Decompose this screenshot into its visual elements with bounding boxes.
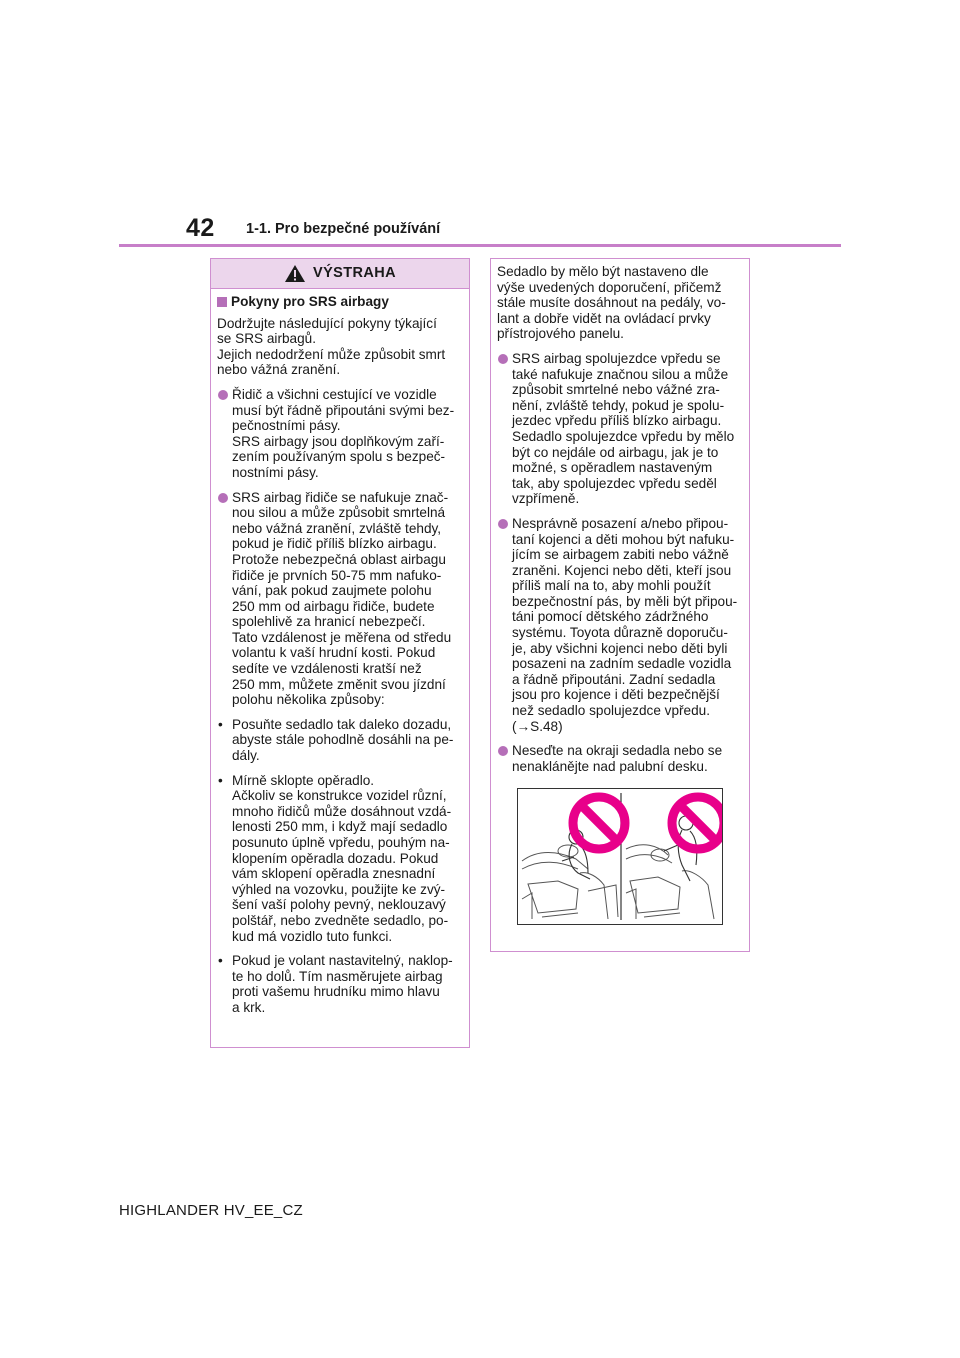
bullet-text: Řidič a všichni cestující ve vozidle musí být řádně připoutáni svými bez- pečnostními pásy. SRS airbagy jsou doplňkovým zaří- zením používaným spolu s bezpeč- nostními pásy. (232, 386, 455, 480)
warning-header (211, 259, 469, 289)
warning-box-right (490, 258, 750, 952)
warning-content-right (491, 259, 749, 925)
header-rule (119, 244, 841, 247)
bullet-text: Neseďte na okraji sedadla nebo se nenaklánějte nad palubní desku. (512, 743, 723, 774)
sub-item-text: Pokud je volant nastavitelný, naklop- te ho dolů. Tím nasměrujete airbag proti vašemu hrudníku mimo hlavu a krk. (232, 953, 453, 1015)
list-item (217, 490, 463, 708)
subheading-text: Pokyny pro SRS airbagy (231, 294, 389, 309)
continued-paragraph: Sedadlo by mělo být nastaveno dle výše uvedených doporučení, přičemž stále musíte dosáhnout na pedály, vo- lant a dobře vidět na ovládací prvky přístrojového panelu. (497, 264, 726, 342)
sub-list-item (217, 773, 463, 945)
bullet-text: Nesprávně posazení a/nebo připou- taní kojenci a děti mohou být nafuku- jícím se airbagem zabiti nebo vážně zraněni. Kojenci nebo děti, kteří jsou příliš malí na to, aby mohli použít bezpečnostní pás, by měli být připou- táni pomocí dětského zádržného systému. Toyota důrazně doporuču- je, aby všichni kojenci nebo děti byli posazeni na zadním sedadle vozidla a řádně připoutáni. Zadní sedadla jsou pro kojence i děti bezpečnější než sedadlo spolujezdce vpředu. (→S.48) (512, 515, 738, 734)
page-number: 42 (186, 214, 215, 242)
list-item (497, 516, 743, 734)
list-item (217, 387, 463, 481)
prohibition-icon (573, 797, 625, 849)
list-item (497, 351, 743, 507)
warning-triangle-icon (284, 264, 306, 283)
bullet-text: SRS airbag řidiče se nafukuje znač- nou silou a může způsobit smrtelná nebo vážná zranění, zvláště tehdy, pokud je řidič příliš blízko airbagu. Protože nebezpečná oblast airbagu řidiče je prvních 50-75 mm nafuko- vání, pak pokud zaujmete polohu 250 mm od airbagu řidiče, budete spolehlivě za hranicí nebezpečí. Tato vzdálenost je měřena od středu volantu k vaší hrudní kosti. Pokud sedíte ve vzdálenosti kratší než 250 mm, můžete změnit svou jízdní polohu několika způsoby: (232, 489, 452, 708)
warning-title: VÝSTRAHA (313, 264, 396, 281)
warning-subheading (217, 294, 463, 310)
sub-item-text: Mírně sklopte opěradlo. Ačkoliv se konstrukce vozidel různí, mnoho řidičů může dosáhnout vzdá- lenosti 250 mm, i když mají sedadlo posunuto úplně vpředu, pouhým na- klopením opěradla dozadu. Pokud vám sklopení opěradla znesnadní výhled na vozovku, použijte ke zvý- šení vaší polohy pevný, neklouzavý polštář, nebo zvedněte sedadlo, po- kud má vozidlo tuto funkci. (232, 772, 452, 944)
warning-box-left (210, 258, 470, 1048)
square-bullet-icon (217, 297, 227, 307)
circle-bullet-icon (498, 519, 508, 529)
list-item (497, 743, 743, 774)
warning-content-left (211, 289, 469, 1016)
sub-list-item (217, 717, 463, 764)
bullet-text: SRS airbag spolujezdce vpředu se také nafukuje značnou silou a může způsobit smrtelné nebo vážné zra- nění, zvláště tehdy, pokud je spolu- jezdec vpředu příliš blízko airbagu. Sedadlo spolujezdce vpředu by mělo být co nejdále od airbagu, jak je to možné, s opěradlem nastaveným tak, aby spolujezdec vpředu seděl vzpřímeně. (512, 350, 735, 507)
circle-bullet-icon (498, 354, 508, 364)
sub-bullet-mark: • (218, 716, 223, 732)
sub-list-item (217, 953, 463, 1015)
circle-bullet-icon (218, 390, 228, 400)
sub-item-text: Posuňte sedadlo tak daleko dozadu, abyste stále pohodlně dosáhli na pe- dály. (232, 716, 454, 764)
sub-bullet-mark: • (218, 772, 223, 788)
airbag-illustration (517, 788, 723, 925)
section-title: 1-1. Pro bezpečné používání (246, 221, 441, 237)
left-scene (522, 845, 618, 919)
footer-model-code: HIGHLANDER HV_EE_CZ (119, 1202, 303, 1219)
circle-bullet-icon (218, 493, 228, 503)
circle-bullet-icon (498, 746, 508, 756)
illustration-drawing (518, 789, 722, 924)
right-scene (626, 845, 714, 919)
intro-paragraph: Dodržujte následující pokyny týkající se SRS airbagů. Jejich nedodržení může způsobit smrt nebo vážná zranění. (217, 315, 446, 378)
sub-bullet-mark: • (218, 953, 223, 969)
